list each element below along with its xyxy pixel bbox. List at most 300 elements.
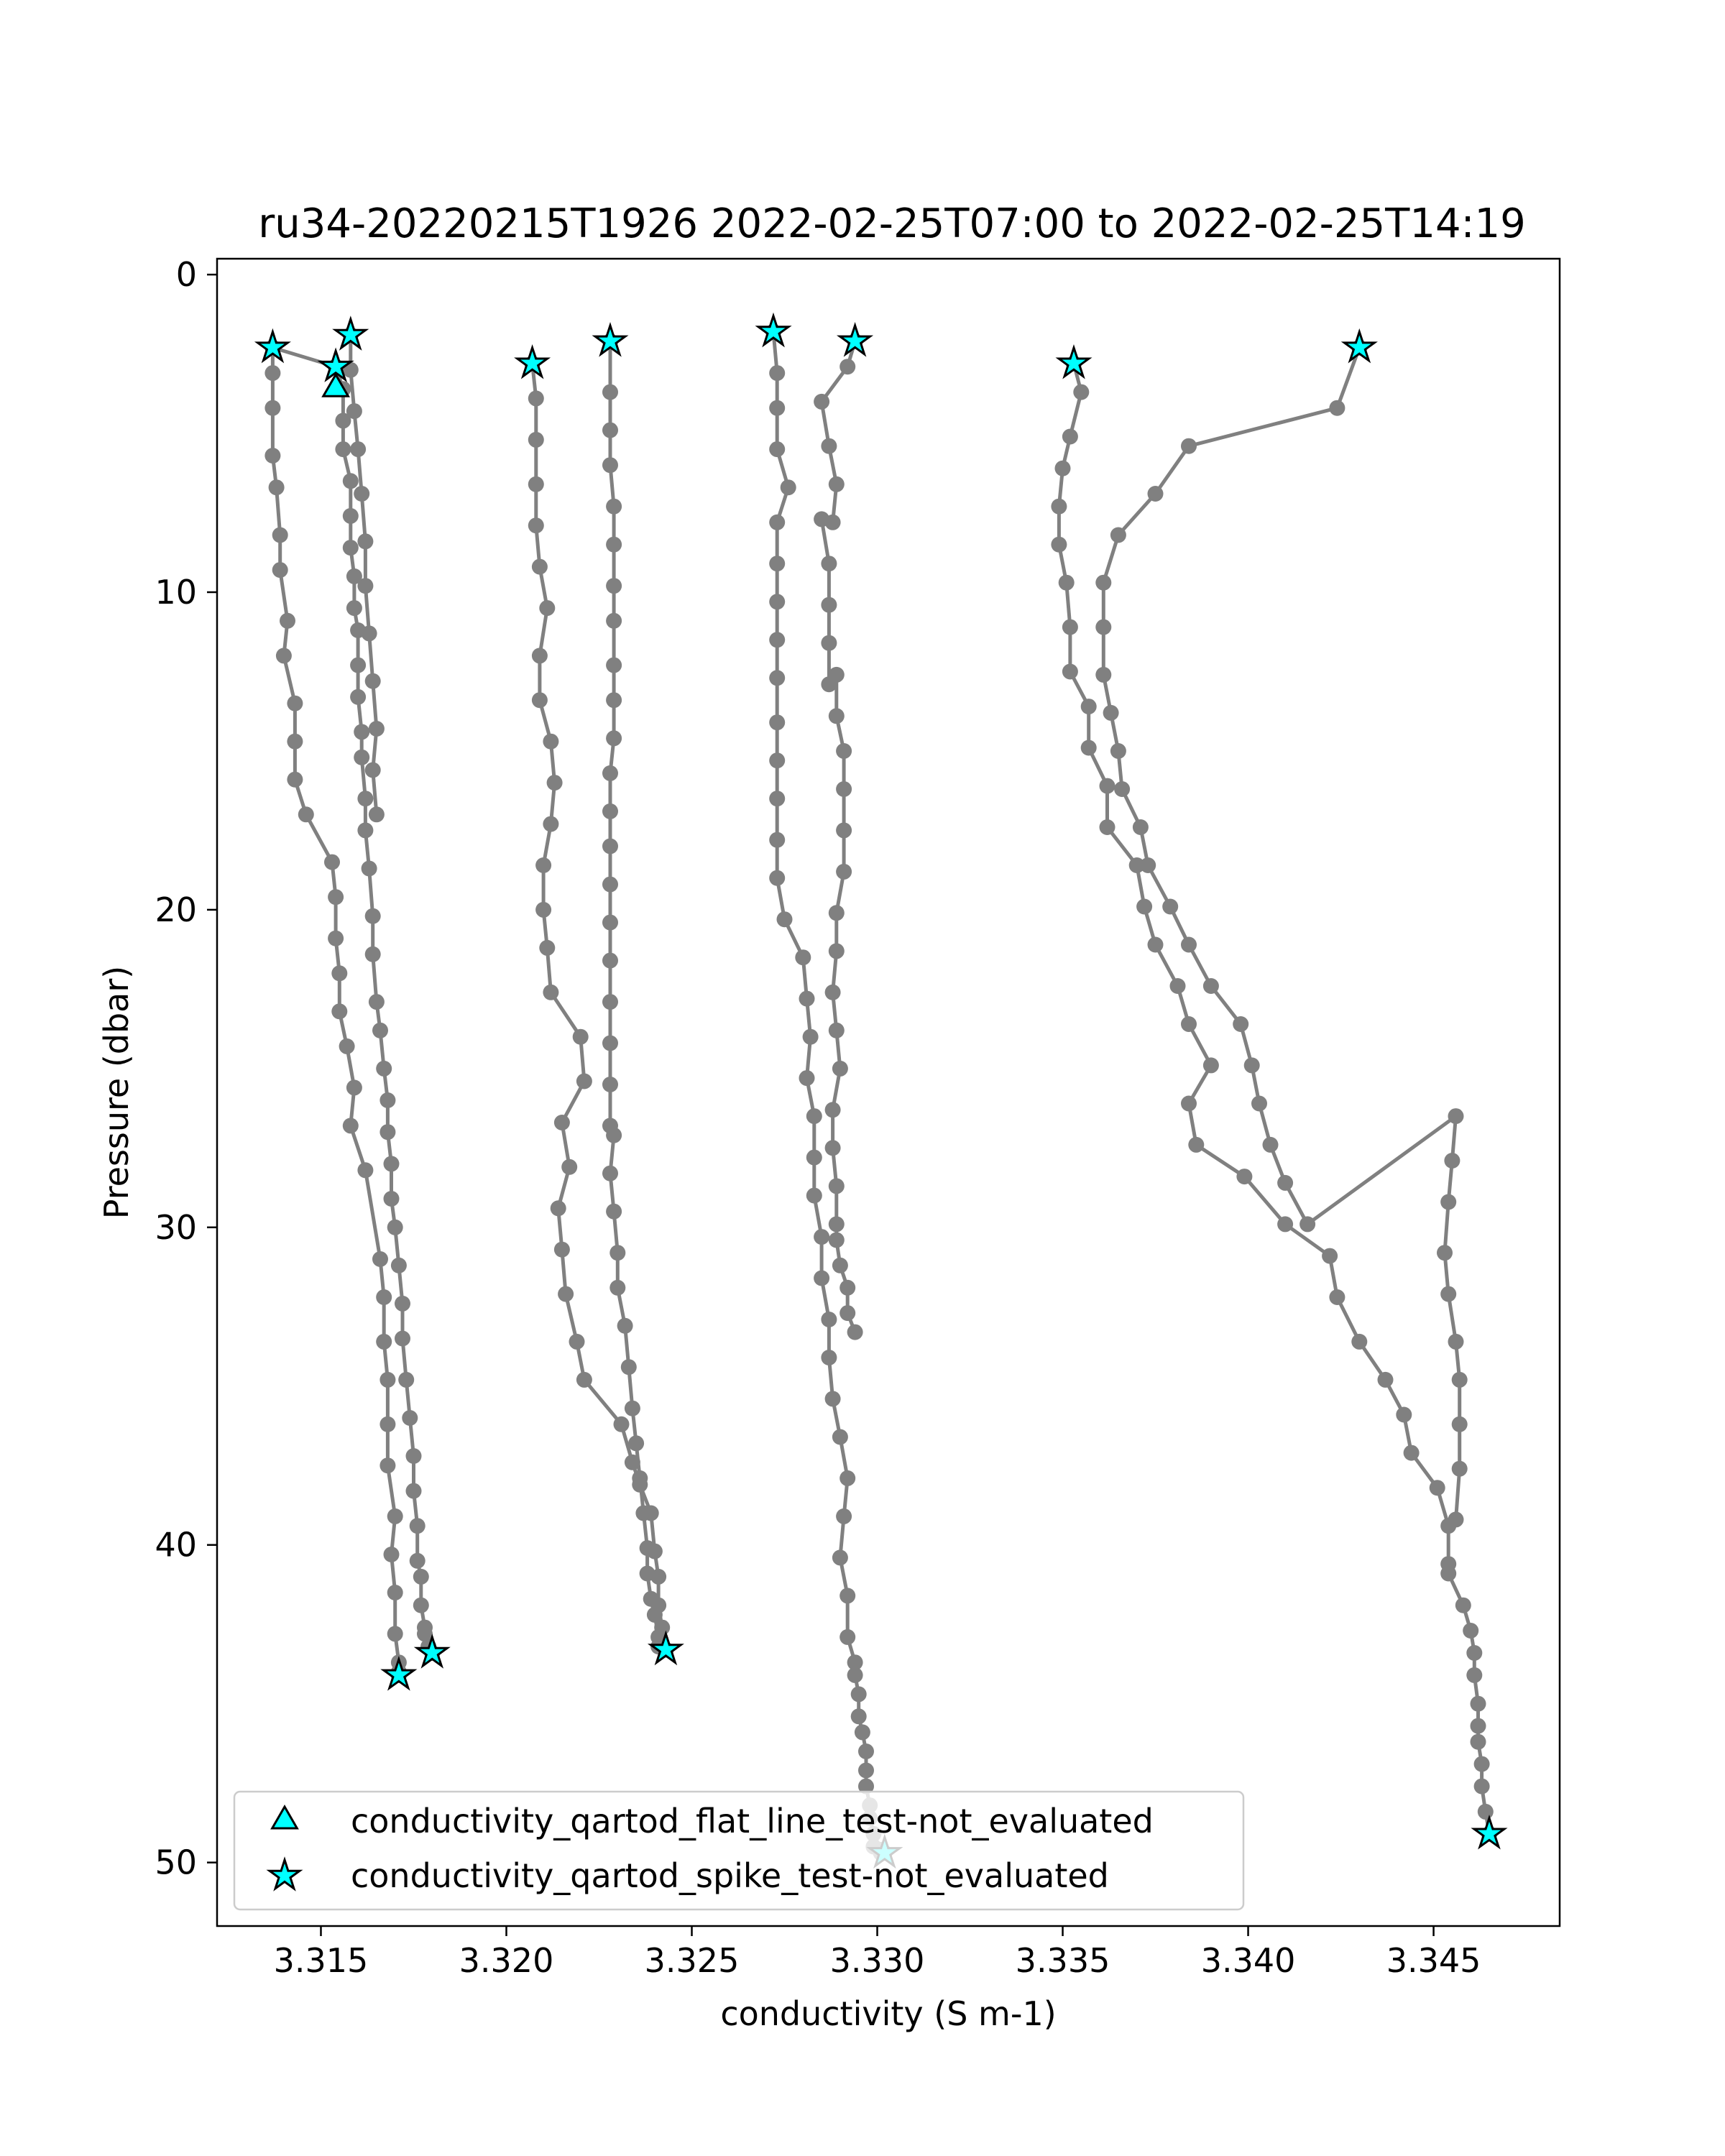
- profile-point: [832, 1061, 848, 1077]
- y-tick-label: 20: [155, 890, 197, 929]
- profile-point: [602, 457, 618, 473]
- profile-point: [1440, 1194, 1456, 1210]
- plot-marks: [258, 316, 1504, 1866]
- star-markers: [258, 316, 1504, 1866]
- star-marker: [1474, 1818, 1504, 1847]
- legend-label: conductivity_qartod_flat_line_test-not_evaluated: [351, 1802, 1154, 1841]
- profile-point: [628, 1435, 644, 1451]
- profile-point: [357, 533, 373, 549]
- profile-point: [1062, 429, 1078, 445]
- profile-point: [535, 857, 551, 873]
- profile-point: [769, 870, 785, 886]
- profile-point: [647, 1607, 663, 1623]
- profile-point: [821, 1350, 837, 1365]
- profile-point: [769, 556, 785, 571]
- profile-point: [840, 1629, 855, 1645]
- profile-point: [621, 1359, 637, 1375]
- profile-point: [395, 1331, 410, 1347]
- profile-point: [287, 696, 303, 711]
- profile-point: [602, 803, 618, 819]
- profile-point: [1244, 1057, 1260, 1073]
- profile-point: [847, 1325, 863, 1340]
- profile-point: [836, 743, 852, 759]
- profile-point: [1277, 1175, 1293, 1191]
- profile-point: [769, 441, 785, 457]
- profile-point: [554, 1115, 570, 1130]
- profile-point: [1263, 1137, 1279, 1153]
- profile-point: [554, 1242, 570, 1258]
- profile-2: [264, 340, 440, 1661]
- profile-point: [858, 1743, 874, 1759]
- profile-point: [1103, 705, 1119, 721]
- profile-point: [1110, 743, 1126, 759]
- profile-point: [1452, 1372, 1468, 1388]
- profile-point: [606, 1204, 622, 1220]
- profile-point: [376, 1061, 392, 1077]
- profile-point: [769, 832, 785, 848]
- profile-point: [1440, 1286, 1456, 1302]
- profile-point: [632, 1470, 648, 1486]
- profile-point: [328, 889, 344, 905]
- profile-point: [535, 902, 551, 918]
- profile-point: [365, 946, 381, 962]
- x-axis-label: conductivity (S m-1): [720, 1994, 1057, 2033]
- profile-point: [602, 1166, 618, 1181]
- profile-point: [606, 1128, 622, 1143]
- profile-point: [855, 1724, 870, 1740]
- profile-point: [372, 1251, 388, 1267]
- profile-point: [406, 1483, 422, 1499]
- profile-point: [543, 985, 558, 1000]
- profile-line: [1103, 348, 1459, 1520]
- profile-point: [602, 423, 618, 438]
- profile-point: [328, 931, 344, 946]
- profile-4: [525, 356, 674, 1658]
- profile-point: [369, 994, 385, 1010]
- x-tick-label: 3.325: [644, 1941, 740, 1980]
- profile-point: [324, 854, 340, 870]
- profile-point: [821, 438, 837, 454]
- profile-point: [1396, 1407, 1412, 1423]
- profile-point: [539, 940, 555, 956]
- profile-point: [640, 1566, 656, 1582]
- profile-point: [1478, 1804, 1494, 1820]
- profile-point: [1329, 1289, 1345, 1305]
- profile-point: [606, 578, 622, 594]
- profile-point: [829, 667, 845, 683]
- profile-point: [1148, 937, 1164, 953]
- chart-title: ru34-20220215T1926 2022-02-25T07:00 to 2022-02-25T14:19: [258, 201, 1526, 247]
- profile-point: [264, 365, 280, 381]
- profile-point: [576, 1074, 592, 1089]
- profile-point: [402, 1410, 418, 1426]
- profile-point: [1100, 778, 1116, 794]
- profile-point: [387, 1585, 403, 1600]
- profile-point: [1471, 1696, 1486, 1712]
- x-tick-label: 3.315: [273, 1941, 369, 1980]
- profile-point: [1378, 1372, 1394, 1388]
- profile-point: [1448, 1511, 1464, 1527]
- profile-point: [769, 791, 785, 806]
- profile-point: [380, 1124, 395, 1140]
- profile-point: [1095, 619, 1111, 635]
- profile-point: [1081, 740, 1097, 756]
- profile-point: [858, 1763, 874, 1779]
- profile-point: [410, 1518, 426, 1534]
- profile-point: [1095, 575, 1111, 591]
- profile-point: [376, 1289, 392, 1305]
- profile-point: [357, 822, 373, 838]
- profile-point: [362, 625, 377, 641]
- profile-point: [1095, 667, 1111, 683]
- profile-point: [840, 1588, 855, 1603]
- profile-point: [298, 806, 314, 822]
- profile-point: [614, 1416, 630, 1432]
- profile-point: [287, 734, 303, 750]
- profile-point: [1181, 937, 1197, 953]
- profile-point: [354, 724, 369, 740]
- profile-point: [1100, 819, 1116, 835]
- x-tick-label: 3.340: [1200, 1941, 1296, 1980]
- profile-point: [840, 1470, 855, 1486]
- profile-point: [1466, 1667, 1482, 1683]
- x-tick-label: 3.345: [1386, 1941, 1481, 1980]
- profile-point: [339, 1038, 355, 1054]
- profile-point: [369, 806, 385, 822]
- profile-point: [602, 1036, 618, 1051]
- profile-point: [829, 1216, 845, 1232]
- profile-point: [350, 441, 366, 457]
- profile-point: [387, 1220, 403, 1235]
- profile-point: [814, 1271, 829, 1286]
- profile-point: [1233, 1016, 1248, 1032]
- profile-point: [602, 994, 618, 1010]
- profile-point: [528, 476, 544, 492]
- profile-point: [362, 861, 377, 877]
- profile-point: [803, 1029, 819, 1045]
- profile-point: [398, 1372, 414, 1388]
- profile-point: [806, 1188, 822, 1204]
- profile-point: [814, 1229, 829, 1245]
- profile-point: [640, 1540, 656, 1556]
- profile-point: [346, 600, 362, 616]
- profile-point: [264, 448, 280, 464]
- profile-point: [1188, 1137, 1204, 1153]
- profile-7: [814, 333, 863, 1340]
- profile-point: [391, 1258, 407, 1273]
- profile-point: [1181, 438, 1197, 454]
- profile-point: [602, 915, 618, 931]
- profile-point: [395, 1296, 410, 1312]
- profile-point: [387, 1508, 403, 1524]
- profile-point: [350, 658, 366, 673]
- profile-point: [836, 822, 852, 838]
- profile-point: [777, 911, 793, 927]
- profile-point: [769, 714, 785, 730]
- profile-point: [380, 1457, 395, 1473]
- profile-point: [532, 559, 548, 575]
- profile-point: [1051, 499, 1067, 515]
- profile-point: [840, 359, 855, 374]
- profile-point: [1181, 1096, 1197, 1112]
- profile-point: [643, 1591, 659, 1607]
- profile-point: [1073, 384, 1089, 400]
- profile-point: [1351, 1334, 1367, 1350]
- profile-point: [272, 528, 288, 543]
- profile-point: [384, 1191, 400, 1207]
- profile-point: [528, 390, 544, 406]
- profile-point: [287, 772, 303, 788]
- profile-point: [1114, 781, 1130, 797]
- profile-point: [280, 613, 295, 629]
- profile-point: [829, 708, 845, 724]
- profile-point: [1474, 1756, 1490, 1772]
- profile-point: [602, 953, 618, 969]
- profile-point: [1471, 1734, 1486, 1750]
- profile-point: [551, 1200, 566, 1216]
- star-marker: [1344, 332, 1374, 361]
- profile-point: [635, 1506, 651, 1521]
- profile-point: [561, 1159, 577, 1175]
- profile-point: [1148, 486, 1164, 502]
- profile-point: [1300, 1216, 1315, 1232]
- star-marker: [417, 1637, 447, 1666]
- profile-point: [769, 670, 785, 686]
- profile-point: [840, 1305, 855, 1321]
- profile-point: [847, 1667, 863, 1683]
- x-axis-ticks: [274, 1926, 1481, 1980]
- profile-point: [1444, 1153, 1460, 1169]
- profile-point: [1404, 1445, 1420, 1461]
- profile-point: [1062, 664, 1078, 680]
- profile-point: [1437, 1245, 1453, 1261]
- profile-point: [832, 1549, 848, 1565]
- profile-point: [806, 1150, 822, 1166]
- y-axis-ticks: [155, 255, 217, 1882]
- profile-point: [1277, 1216, 1293, 1232]
- profile-point: [769, 400, 785, 416]
- profile-point: [806, 1108, 822, 1124]
- profile-point: [343, 1118, 359, 1133]
- profile-point: [269, 479, 285, 495]
- star-marker: [840, 326, 870, 354]
- profile-point: [357, 1162, 373, 1178]
- profile-point: [365, 763, 381, 778]
- profile-point: [814, 394, 829, 410]
- profile-point: [821, 1312, 837, 1327]
- profile-point: [380, 1092, 395, 1108]
- profile-point: [365, 908, 381, 924]
- profile-point: [814, 511, 829, 527]
- profile-line: [533, 364, 666, 1650]
- profile-point: [1055, 461, 1071, 476]
- profile-point: [1466, 1645, 1482, 1661]
- profile-point: [1203, 978, 1219, 994]
- profile-point: [276, 648, 292, 663]
- profile-point: [1081, 699, 1097, 714]
- profile-point: [384, 1156, 400, 1171]
- y-tick-label: 0: [175, 255, 197, 295]
- profile-8: [1051, 356, 1497, 1842]
- profile-point: [829, 476, 845, 492]
- profile-point: [343, 508, 359, 524]
- profile-point: [357, 791, 373, 806]
- profile-point: [346, 1079, 362, 1095]
- profile-point: [543, 734, 558, 750]
- profile-point: [1448, 1334, 1464, 1350]
- profile-point: [343, 473, 359, 489]
- profile-point: [836, 781, 852, 797]
- profile-point: [1452, 1416, 1468, 1432]
- plot-frame: [217, 259, 1560, 1926]
- profile-point: [625, 1401, 640, 1416]
- profile-point: [840, 1280, 855, 1296]
- x-tick-label: 3.320: [459, 1941, 554, 1980]
- profile-point: [532, 692, 548, 708]
- profile-point: [1140, 857, 1156, 873]
- profile-point: [384, 1547, 400, 1562]
- profile-point: [1430, 1480, 1445, 1496]
- profile-point: [264, 400, 280, 416]
- profile-point: [781, 479, 796, 495]
- profile-point: [558, 1286, 574, 1302]
- profile-point: [1181, 1016, 1197, 1032]
- profile-point: [610, 1280, 625, 1296]
- profile-point: [617, 1318, 633, 1334]
- profile-point: [539, 600, 555, 616]
- profile-point: [413, 1569, 429, 1585]
- profile-point: [832, 1429, 848, 1445]
- profile-point: [829, 943, 845, 959]
- profile-point: [547, 775, 563, 791]
- profile-point: [821, 556, 837, 571]
- profile-point: [602, 765, 618, 781]
- profile-point: [331, 965, 347, 981]
- profile-point: [1471, 1718, 1486, 1734]
- profile-point: [832, 1258, 848, 1273]
- profile-point: [1051, 537, 1067, 553]
- star-marker: [1059, 348, 1089, 377]
- profile-point: [1463, 1623, 1478, 1639]
- profile-1: [264, 340, 407, 1683]
- profile-point: [1448, 1108, 1464, 1124]
- profile-point: [346, 403, 362, 419]
- profile-point: [602, 877, 618, 893]
- profile-point: [376, 1334, 392, 1350]
- profile-point: [821, 635, 837, 651]
- profile-point: [1236, 1169, 1252, 1184]
- y-tick-label: 50: [155, 1843, 197, 1882]
- x-tick-label: 3.330: [829, 1941, 925, 1980]
- profile-point: [331, 1003, 347, 1019]
- profile-point: [343, 540, 359, 556]
- profile-point: [1440, 1566, 1456, 1582]
- profile-point: [602, 1077, 618, 1092]
- profile-point: [851, 1708, 867, 1724]
- profile-point: [413, 1598, 429, 1613]
- profile-point: [769, 752, 785, 768]
- profile-point: [799, 991, 815, 1007]
- profile-point: [410, 1553, 426, 1569]
- profile-point: [272, 562, 288, 578]
- profile-point: [1162, 899, 1178, 915]
- profile-point: [606, 499, 622, 515]
- profile-point: [602, 384, 618, 400]
- profile-point: [829, 1178, 845, 1194]
- profile-point: [528, 517, 544, 533]
- profile-point: [825, 985, 841, 1000]
- profile-point: [406, 1448, 422, 1464]
- profile-point: [825, 1391, 841, 1406]
- y-tick-label: 10: [155, 573, 197, 612]
- profile-point: [769, 365, 785, 381]
- profile-point: [769, 594, 785, 609]
- profile-point: [372, 1023, 388, 1038]
- profile-point: [606, 730, 622, 746]
- profile-point: [369, 721, 385, 737]
- profile-point: [606, 692, 622, 708]
- profile-point: [1062, 619, 1078, 635]
- profile-point: [1452, 1461, 1468, 1477]
- profile-point: [610, 1245, 625, 1261]
- profile-point: [829, 905, 845, 921]
- profile-point: [836, 864, 852, 880]
- profile-point: [543, 816, 558, 832]
- profile-point: [799, 1070, 815, 1086]
- legend-label: conductivity_qartod_spike_test-not_evaluated: [351, 1856, 1109, 1895]
- x-tick-label: 3.335: [1015, 1941, 1110, 1980]
- profile-point: [532, 648, 548, 663]
- profile-point: [365, 673, 381, 689]
- profile-point: [769, 515, 785, 530]
- profile-point: [528, 432, 544, 448]
- profile-point: [1059, 575, 1075, 591]
- profile-point: [576, 1372, 592, 1388]
- profile-point: [829, 1233, 845, 1248]
- profile-point: [821, 597, 837, 613]
- profile-point: [606, 658, 622, 673]
- profile-point: [602, 839, 618, 854]
- profile-line: [1059, 364, 1489, 1834]
- profile-point: [1474, 1779, 1490, 1795]
- y-axis-label: Pressure (dbar): [97, 965, 136, 1220]
- profile-point: [1329, 400, 1345, 416]
- y-tick-label: 40: [155, 1525, 197, 1565]
- star-marker: [384, 1659, 414, 1688]
- profile-point: [829, 1023, 845, 1038]
- profile-point: [1110, 528, 1126, 543]
- profile-point: [573, 1029, 589, 1045]
- profile-point: [1203, 1057, 1219, 1073]
- profile-point: [335, 441, 351, 457]
- profile-point: [569, 1334, 585, 1350]
- profile-point: [350, 689, 366, 705]
- profile-point: [1251, 1096, 1267, 1112]
- profile-point: [851, 1686, 867, 1702]
- legend: [234, 1792, 1243, 1909]
- y-tick-label: 30: [155, 1207, 197, 1247]
- profile-point: [354, 486, 369, 502]
- profile-point: [1133, 819, 1149, 835]
- profile-point: [1136, 899, 1152, 915]
- profile-point: [1455, 1598, 1471, 1613]
- profile-point: [836, 1508, 852, 1524]
- profile-point: [1322, 1248, 1338, 1264]
- profile-point: [380, 1372, 395, 1388]
- profile-point: [769, 632, 785, 648]
- profile-point: [380, 1416, 395, 1432]
- profile-point: [354, 750, 369, 765]
